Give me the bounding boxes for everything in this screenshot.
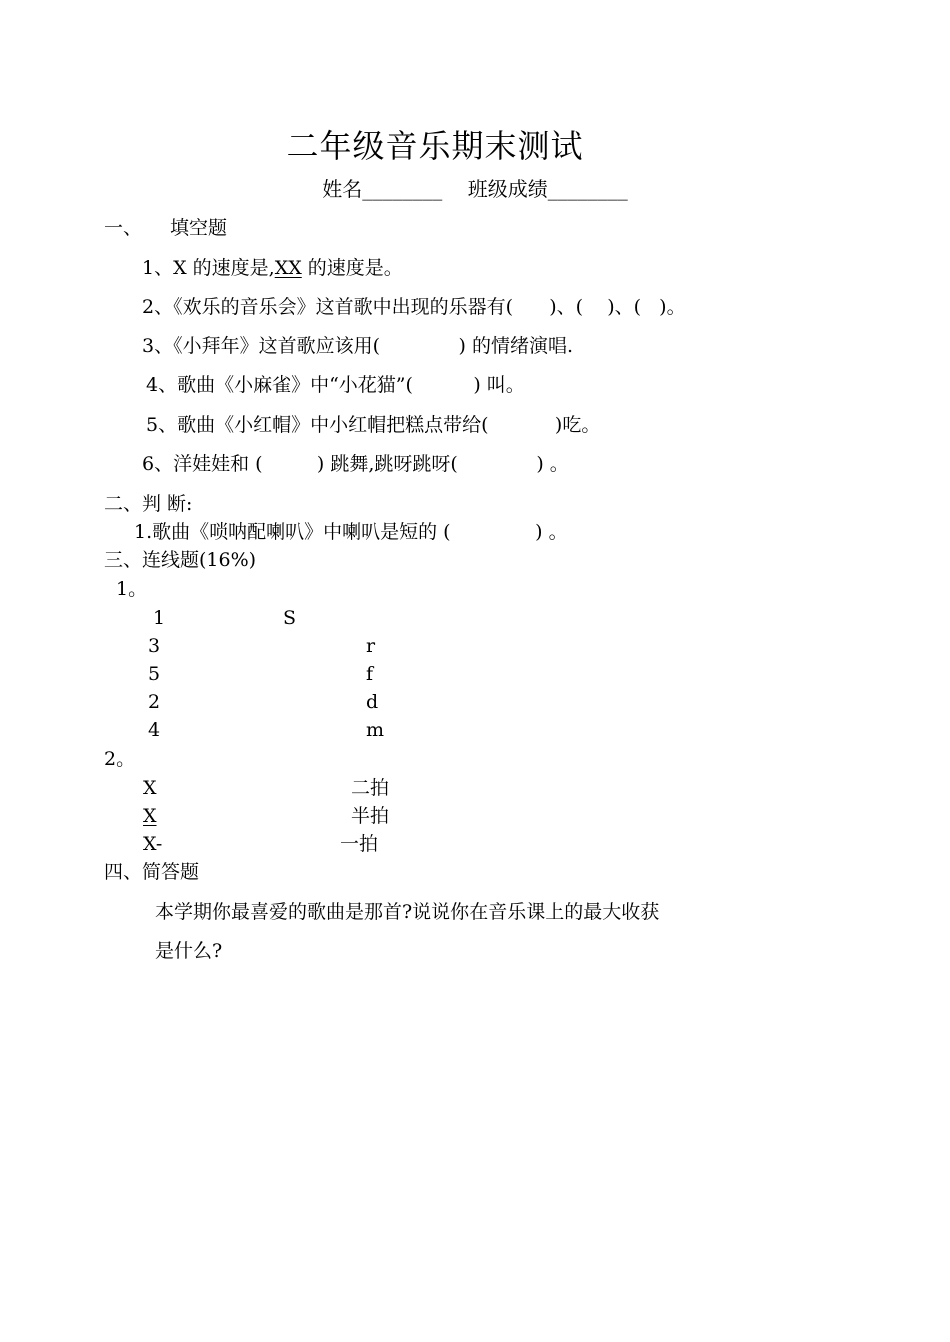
student-info-line bbox=[0, 176, 950, 202]
class-score-label: 班级成绩 bbox=[467, 177, 548, 201]
q1-suffix: 的速度是。 bbox=[301, 257, 403, 279]
match1-right-item: S bbox=[283, 607, 297, 629]
match2-left-item: X- bbox=[143, 833, 163, 855]
match1-right-item: d bbox=[366, 691, 379, 713]
matching-part2-label: 2。 bbox=[104, 748, 136, 770]
match2-left-item: X bbox=[143, 777, 157, 799]
match1-left-item: 4 bbox=[148, 719, 161, 741]
matching-part1-label: 1。 bbox=[116, 578, 148, 600]
name-label: 姓名 bbox=[322, 177, 363, 201]
question-4-line2: 是什么? bbox=[155, 940, 223, 962]
q1-underlined-notation: XX bbox=[274, 257, 302, 279]
question-1-3: 3、《小拜年》这首歌应该用( ) 的情绪演唱. bbox=[142, 335, 574, 357]
question-1-2: 2、《欢乐的音乐会》这首歌中出现的乐器有( )、( )、( )。 bbox=[142, 296, 686, 318]
question-1-1 bbox=[142, 256, 403, 280]
q1-prefix: 1、X 的速度是, bbox=[142, 257, 275, 279]
page-title: 二年级音乐期末测试 bbox=[286, 127, 584, 165]
match1-left-item: 5 bbox=[148, 663, 161, 685]
question-2-1: 1.歌曲《唢呐配喇叭》中喇叭是短的 ( ) 。 bbox=[134, 521, 568, 543]
match1-right-item: f bbox=[366, 663, 374, 685]
name-blank[interactable]: ________ bbox=[362, 177, 443, 201]
class-score-blank[interactable]: ________ bbox=[547, 177, 628, 201]
section4-heading: 四、简答题 bbox=[104, 861, 200, 883]
question-4-line1: 本学期你最喜爱的歌曲是那首?说说你在音乐课上的最大收获 bbox=[155, 901, 660, 923]
match2-right-item: 一拍 bbox=[340, 833, 379, 855]
match2-left-item-underlined: X bbox=[143, 805, 157, 827]
match1-right-item: r bbox=[366, 635, 376, 657]
question-1-5: 5、歌曲《小红帽》中小红帽把糕点带给( )吃。 bbox=[146, 414, 601, 436]
match1-left-item: 2 bbox=[148, 691, 161, 713]
question-1-4: 4、歌曲《小麻雀》中“小花猫”( ) 叫。 bbox=[146, 374, 525, 396]
match2-right-item: 二拍 bbox=[351, 777, 390, 799]
match1-right-item: m bbox=[366, 719, 385, 741]
section2-heading: 二、判 断: bbox=[104, 493, 193, 515]
match2-right-item: 半拍 bbox=[351, 805, 390, 827]
section1-number: 一、 bbox=[104, 217, 143, 239]
section1-heading: 填空题 bbox=[170, 217, 228, 239]
section3-heading: 三、连线题(16%) bbox=[104, 549, 257, 571]
question-1-6: 6、洋娃娃和 ( ) 跳舞,跳呀跳呀( ) 。 bbox=[142, 453, 569, 475]
match1-left-item: 3 bbox=[148, 635, 161, 657]
match1-left-item: 1 bbox=[153, 607, 166, 629]
